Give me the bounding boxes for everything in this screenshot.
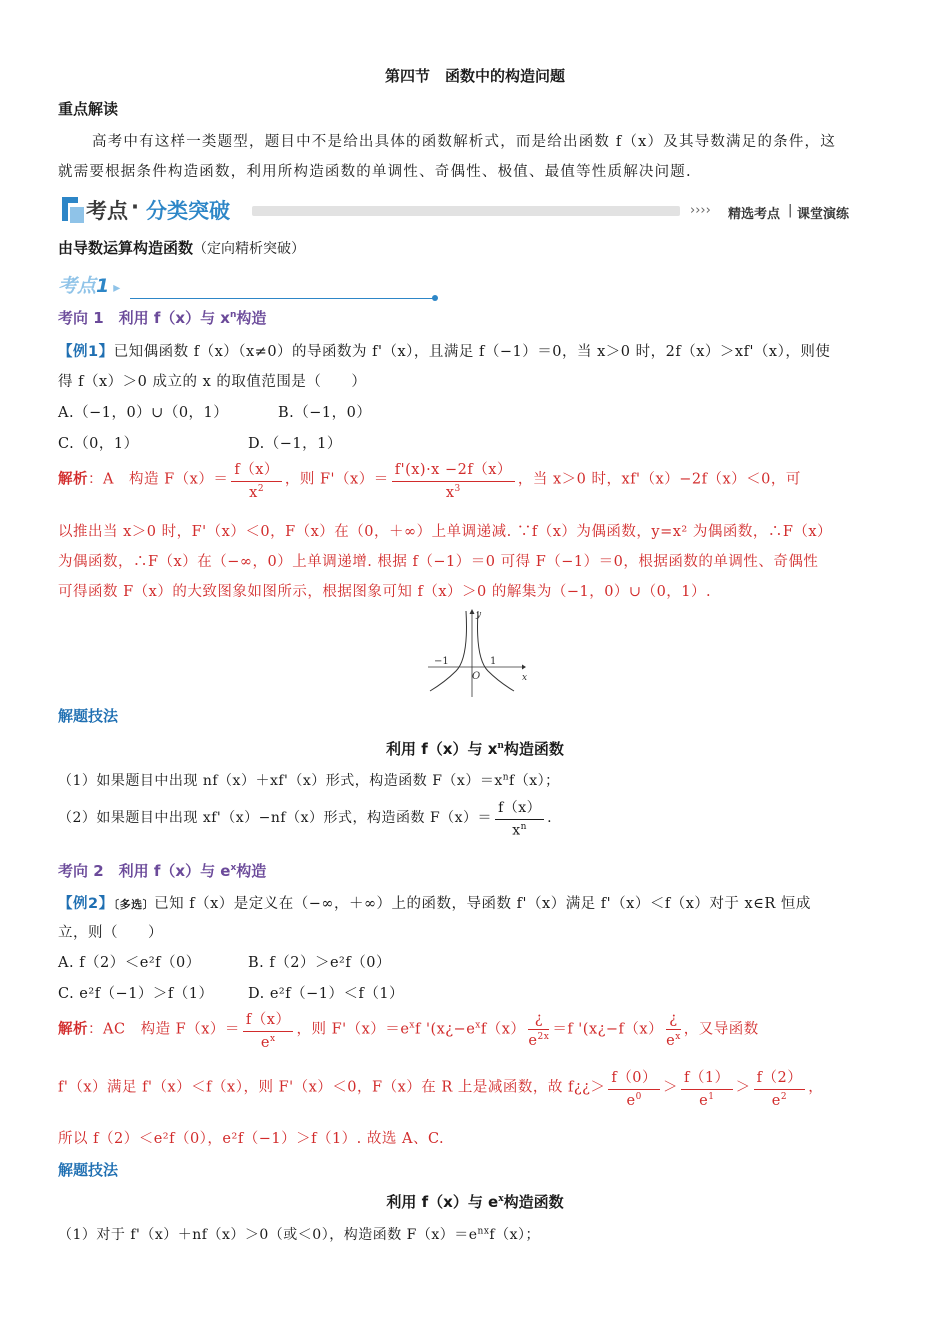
technique-1-title-tail: 构造函数 xyxy=(503,740,564,758)
solution-2-g2-num: f（2） xyxy=(754,1066,806,1090)
solution-2-g1-den xyxy=(681,1090,733,1109)
example-2-option-a: A. f（2）＜e²f（0） xyxy=(58,955,201,971)
solution-2-ans: ：AC 构造 F（x）＝ xyxy=(88,1021,240,1038)
solution-2-expr-a-sup: x xyxy=(409,1020,415,1031)
solution-1-line-2: 以推出当 x＞0 时，F'（x）＜0，F（x）在（0，＋∞）上单调递减. ∵f（x）为偶函数，y=x² 为偶函数，∴F（x） xyxy=(58,524,833,540)
solution-1-frac-1 xyxy=(231,458,282,501)
solution-2-g2-den-sup: 2 xyxy=(780,1092,788,1102)
solution-2-expr-b: f '(x¿−e xyxy=(414,1021,476,1038)
graph-pos-one-label: 1 xyxy=(490,656,497,667)
solution-2-frac-3 xyxy=(666,1011,681,1049)
technique-1-item-1 xyxy=(58,770,560,790)
technique-1-item-2-tail: . xyxy=(547,809,553,826)
solution-2-line-1 xyxy=(58,1008,759,1051)
solution-2-gt-1: ＞ xyxy=(663,1079,679,1096)
solution-2-g1-num: f（1） xyxy=(681,1066,733,1090)
technique-2-title xyxy=(0,1191,950,1212)
solution-1-frac-2-den-base: x xyxy=(445,484,455,501)
section-heading xyxy=(58,237,305,258)
example-1-text-1: 已知偶函数 f（x）（x≠0）的导函数为 f'（x），且满足 f（−1）＝0，当 x＞0 时，2f（x）＞xf'（x），则使 xyxy=(113,344,831,360)
solution-2-label: 解析 xyxy=(58,1021,88,1038)
solution-2-line-2 xyxy=(58,1066,823,1109)
direction-1 xyxy=(58,307,266,328)
direction-1-sup: n xyxy=(229,310,237,320)
technique-1-item-2-frac-den xyxy=(495,820,544,839)
solution-2-frac-3-num: ¿ xyxy=(666,1011,681,1030)
solution-2-expr-a: e xyxy=(400,1021,410,1038)
solution-2-g0-den-sup: 0 xyxy=(635,1092,642,1102)
solution-2-line-2-text: f'（x）满足 f'（x）＜f（x），则 F'（x）＜0，F（x）在 R 上是减函数，故 f¿¿＞ xyxy=(58,1079,606,1096)
example-1-option-b: B.（−1，0） xyxy=(278,405,372,421)
example-2-option-c: C. e²f（−1）＞f（1） xyxy=(58,986,214,1002)
solution-2-g1-den-base: e xyxy=(699,1092,709,1109)
technique-2-title-tail: 构造函数 xyxy=(503,1193,564,1211)
technique-1-item-1-tail: f（x）； xyxy=(509,773,560,789)
solution-2-g1 xyxy=(681,1066,733,1109)
solution-2-frac-1-den xyxy=(243,1032,294,1051)
solution-2-g2 xyxy=(754,1066,806,1109)
banner-title-dot: · xyxy=(131,195,139,219)
solution-1-mid: ，则 F'（x）＝ xyxy=(284,471,389,488)
solution-1-frac-1-den-base: x xyxy=(249,484,258,501)
direction-2-sup: x xyxy=(230,863,237,873)
example-2-option-d: D. e²f（−1）＜f（1） xyxy=(248,986,405,1002)
section-title: 由导数运算构造函数 xyxy=(58,239,194,257)
solution-2-g0-den-base: e xyxy=(626,1092,636,1109)
solution-1-frac-2 xyxy=(392,458,515,501)
solution-2-gt-2: ＞ xyxy=(735,1079,751,1096)
technique-1-item-1-text: （1）如果题目中出现 nf（x）＋xf'（x）形式，构造函数 F（x）＝x xyxy=(58,773,503,789)
page-title: 第四节 函数中的构造问题 xyxy=(384,67,565,85)
example-2-text-1: 已知 f（x）是定义在（−∞，＋∞）上的函数，导函数 f'（x）满足 f'（x）＜f（x）对于 x∈R 恒成 xyxy=(154,896,811,912)
intro-line-1: 高考中有这样一类题型，题目中不是给出具体的函数解析式，而是给出函数 f（x）及其导数满足的条件，这 xyxy=(92,134,836,150)
kaodian-rule xyxy=(130,298,436,299)
graph-left-curve xyxy=(430,611,467,691)
solution-2-g2-den-base: e xyxy=(771,1092,781,1109)
solution-2-g0-num: f（0） xyxy=(608,1066,660,1090)
solution-2-frac-1 xyxy=(243,1008,294,1051)
technique-1-item-2-frac-den-base: x xyxy=(512,822,521,839)
technique-2-label: 解题技法 xyxy=(58,1161,119,1179)
technique-2-title-text: 利用 f（x）与 e xyxy=(386,1193,499,1211)
graph-x-label: x xyxy=(522,673,528,683)
solution-2-frac-2 xyxy=(528,1011,549,1049)
banner-right-a: 精选考点 xyxy=(728,207,781,222)
graph-origin-label: O xyxy=(472,671,481,682)
technique-1-title-text: 利用 f（x）与 x xyxy=(386,740,498,758)
example-1-tag: 【例1】 xyxy=(58,344,114,360)
solution-2-frac-2-den xyxy=(528,1030,549,1049)
technique-1-item-2-frac xyxy=(495,797,544,839)
example-2-line-1 xyxy=(58,892,811,913)
solution-2-mid: ，则 F'（x）＝ xyxy=(296,1021,401,1038)
solution-2-expr-c: f（x） xyxy=(480,1021,526,1038)
kaodian-text: 考点 xyxy=(58,275,97,297)
solution-2-frac-3-den-sup: x xyxy=(675,1031,681,1042)
technique-2-item-1-sup: nx xyxy=(477,1226,490,1237)
solution-1-frac-1-den-sup: 2 xyxy=(257,484,265,494)
kaodian-num: 1 xyxy=(96,275,110,297)
technique-2-item-1-tail: f（x）； xyxy=(489,1227,540,1243)
solution-2-expr-b-sup: x xyxy=(475,1020,481,1031)
solution-1-line-4: 可得函数 F（x）的大致图象如图所示，根据图象可知 f（x）＞0 的解集为（−1，0）∪（0，1）. xyxy=(58,584,712,600)
solution-2-g1-den-sup: 1 xyxy=(708,1092,715,1102)
example-2-tag: 【例2】 xyxy=(58,896,114,912)
solution-1-frac-2-den-sup: 3 xyxy=(454,484,461,494)
kaodian-dot xyxy=(432,295,438,301)
solution-2-frac-1-num: f（x） xyxy=(243,1008,294,1032)
example-1-option-c: C.（0，1） xyxy=(58,436,139,452)
example-2-line-2: 立，则（ ） xyxy=(58,925,163,941)
graph-x-arrow-icon xyxy=(522,665,526,670)
banner-bar xyxy=(252,206,680,216)
kaodian-arrow-icon: ▸ xyxy=(113,280,121,296)
function-graph-svg xyxy=(420,605,535,700)
technique-2-title-sup: x xyxy=(498,1194,504,1204)
technique-1-title-sup: n xyxy=(497,741,504,751)
example-2-option-b: B. f（2）＞e²f（0） xyxy=(248,955,391,971)
banner-title-b: 分类突破 xyxy=(146,199,230,223)
solution-1-frac-1-den xyxy=(231,482,282,501)
function-graph xyxy=(420,605,535,700)
direction-2 xyxy=(58,860,266,881)
section-note: （定向精析突破） xyxy=(193,241,306,257)
intro-heading: 重点解读 xyxy=(58,100,119,118)
example-2-multi: 〔多选〕 xyxy=(113,898,155,911)
example-1-option-a: A.（−1，0）∪（0，1） xyxy=(58,405,229,421)
solution-2-comma: ， xyxy=(808,1079,824,1096)
solution-2-eq: ＝f '(x¿−f（x） xyxy=(552,1021,664,1038)
solution-1-line-3: 为偶函数，∴F（x）在（−∞，0）上单调递增. 根据 f（−1）＝0 可得 F（−1）＝0，根据函数的单调性、奇偶性 xyxy=(58,554,819,570)
technique-1-item-2-frac-num: f（x） xyxy=(495,797,544,820)
solution-1-line-1 xyxy=(58,458,801,501)
solution-2-line-3: 所以 f（2）＜e²f（0），e²f（−1）＞f（1）. 故选 A、C. xyxy=(58,1131,445,1147)
direction-2-tail: 构造 xyxy=(236,862,267,880)
solution-2-tail: ，又导函数 xyxy=(683,1021,759,1038)
technique-1-label: 解题技法 xyxy=(58,707,119,725)
example-1-line-2: 得 f（x）＞0 成立的 x 的取值范围是（ ） xyxy=(58,374,367,390)
solution-1-frac-1-num: f（x） xyxy=(231,458,282,482)
example-1-line-1 xyxy=(58,340,830,361)
technique-1-item-2 xyxy=(58,797,552,839)
direction-2-label: 考向 2 利用 f（x）与 e xyxy=(58,862,231,880)
graph-neg-one-label: −1 xyxy=(434,656,449,667)
solution-2-frac-1-den-sup: x xyxy=(269,1034,276,1044)
intro-line-2: 就需要根据条件构造函数，利用所构造函数的单调性、奇偶性、极值、最值等性质解决问题. xyxy=(58,164,692,180)
example-1-option-d: D.（−1，1） xyxy=(248,436,342,452)
solution-1-tail: ，当 x＞0 时，xf'（x）−2f（x）＜0，可 xyxy=(517,471,801,488)
technique-2-item-1-text: （1）对于 f'（x）＋nf（x）＞0（或＜0），构造函数 F（x）＝e xyxy=(58,1227,478,1243)
graph-y-label: y xyxy=(476,610,482,620)
banner-right-b: 课堂演练 xyxy=(797,207,850,222)
solution-2-frac-3-den xyxy=(666,1030,681,1049)
solution-1-frac-2-num: f'(x)·x −2f（x） xyxy=(392,458,515,482)
banner-right-sep: | xyxy=(788,203,793,218)
graph-right-curve xyxy=(477,611,514,691)
technique-1-item-2-text: （2）如果题目中出现 xf'（x）−nf（x）形式，构造函数 F（x）＝ xyxy=(58,809,493,826)
direction-1-tail: 构造 xyxy=(236,309,267,327)
solution-2-g0 xyxy=(608,1066,660,1109)
direction-1-label: 考向 1 利用 f（x）与 x xyxy=(58,309,230,327)
banner-title-a: 考点 xyxy=(86,199,128,223)
technique-1-item-1-sup: n xyxy=(502,772,510,783)
solution-2-frac-2-den-base: e xyxy=(528,1032,538,1049)
solution-2-frac-1-den-base: e xyxy=(260,1034,270,1051)
solution-2-frac-3-den-base: e xyxy=(666,1032,676,1049)
solution-2-frac-2-den-sup: 2x xyxy=(537,1031,550,1042)
solution-2-g2-den xyxy=(754,1090,806,1109)
solution-2-frac-2-num: ¿ xyxy=(528,1011,549,1030)
technique-1-title xyxy=(0,738,950,759)
solution-2-g0-den xyxy=(608,1090,660,1109)
kaodian-label xyxy=(58,271,120,298)
banner-icon xyxy=(58,193,88,229)
technique-2-item-1 xyxy=(58,1224,540,1244)
solution-1-ans: ：A 构造 F（x）＝ xyxy=(88,471,229,488)
banner-arrows: ›››› xyxy=(690,203,711,218)
solution-1-label: 解析 xyxy=(58,471,88,488)
technique-1-item-2-frac-den-sup: n xyxy=(520,822,527,832)
solution-1-frac-2-den xyxy=(392,482,515,501)
graph-y-arrow-icon xyxy=(470,609,475,614)
